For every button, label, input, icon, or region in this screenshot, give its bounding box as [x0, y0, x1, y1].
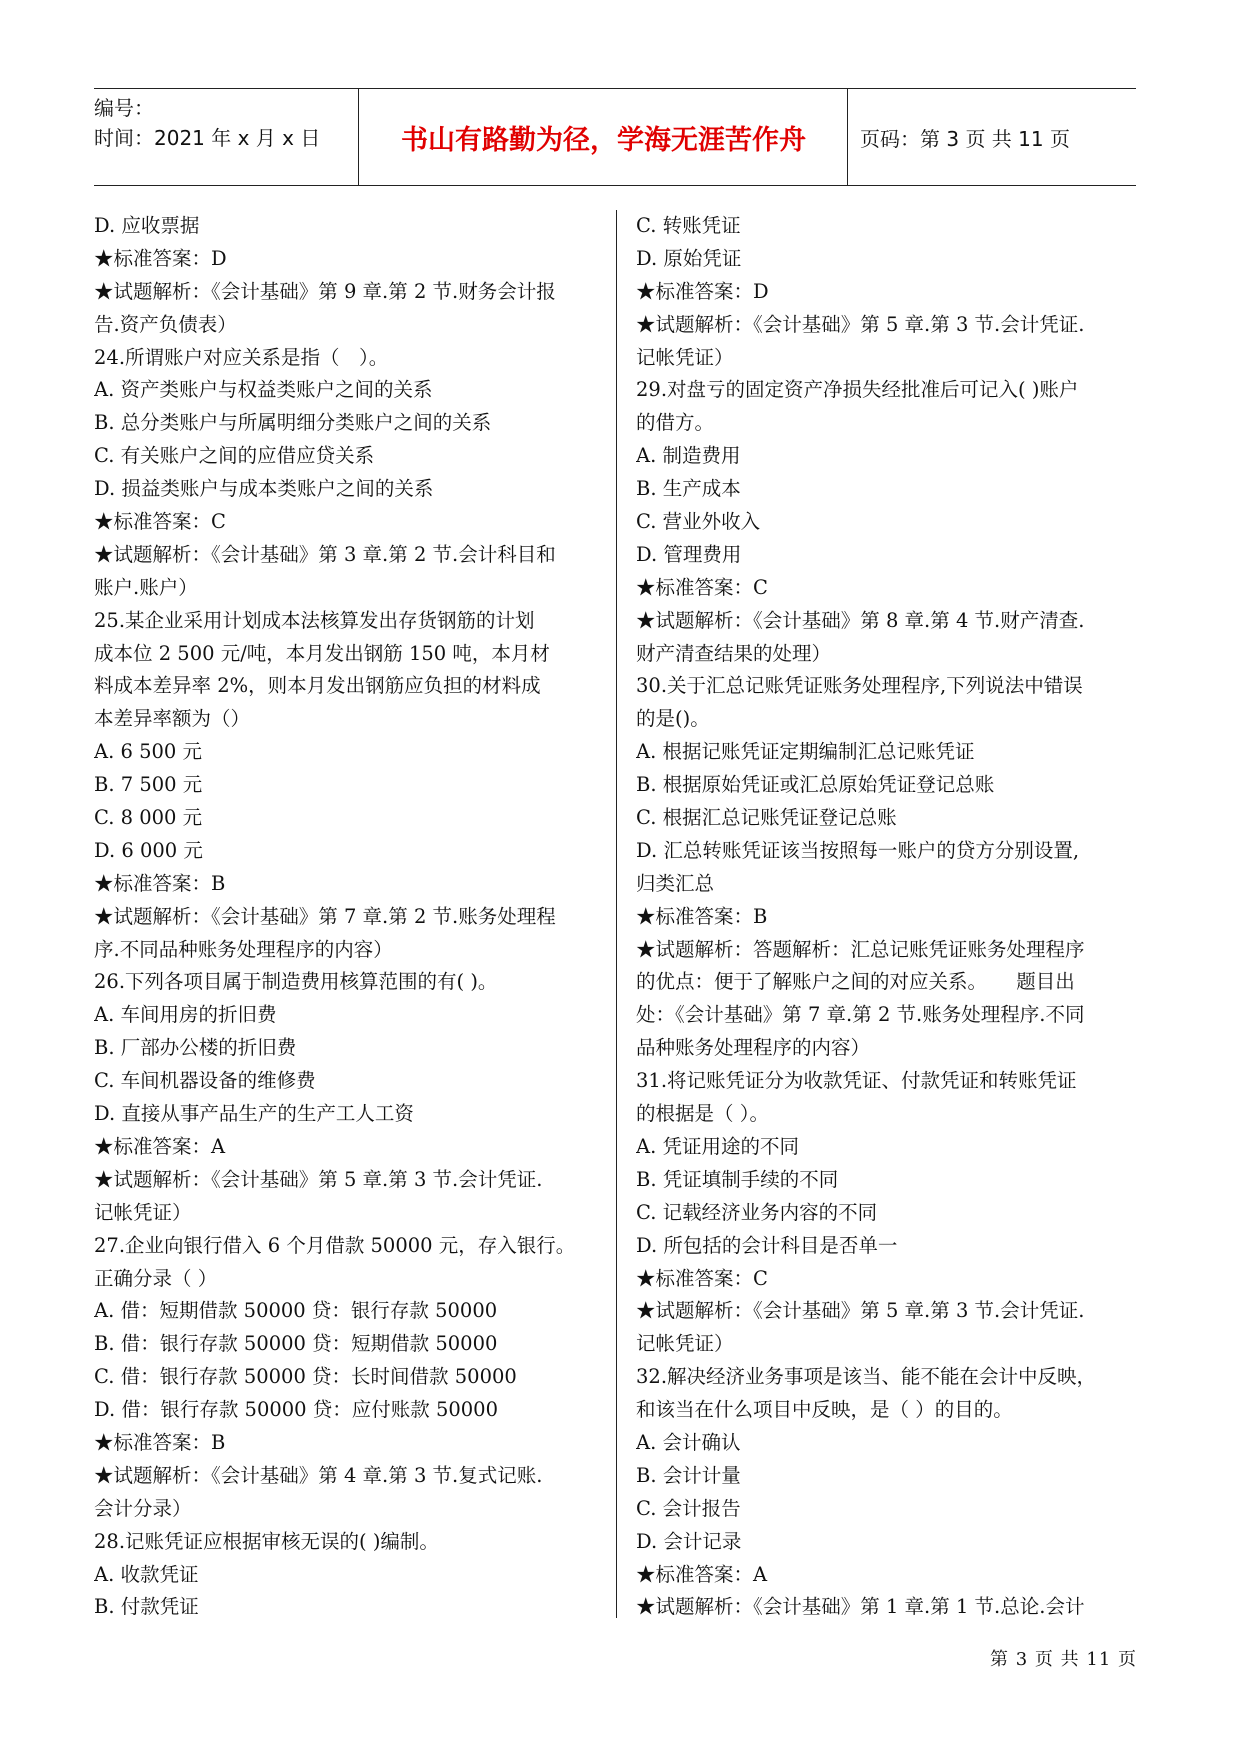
text-line: 序.不同品种账务处理程序的内容）	[94, 937, 393, 961]
text-line: ★标准答案：A	[636, 1562, 768, 1586]
text-line: C. 有关账户之间的应借应贷关系	[94, 444, 375, 468]
text-line: 31.将记账凭证分为收款凭证、付款凭证和转账凭证	[636, 1069, 1077, 1093]
text-line: 记帐凭证）	[94, 1200, 192, 1224]
text-line: B. 根据原始凭证或汇总原始凭证登记总账	[636, 773, 995, 797]
text-line: B. 借：银行存款 50000 贷：短期借款 50000	[94, 1332, 498, 1356]
text-line: 处：《会计基础》第 7 章.第 2 节.账务处理程序.不同	[636, 1003, 1085, 1027]
text-line: 记帐凭证）	[636, 345, 734, 369]
text-line: 归类汇总	[636, 871, 715, 895]
text-line: D. 原始凭证	[636, 246, 742, 270]
text-line: A. 会计确认	[636, 1430, 741, 1454]
text-line: C. 会计报告	[636, 1496, 741, 1520]
text-line: ★标准答案：B	[636, 904, 768, 928]
text-line: B. 会计计量	[636, 1463, 741, 1487]
text-line: 的根据是（ ）。	[636, 1102, 769, 1126]
text-line: ★标准答案：C	[636, 1266, 768, 1290]
text-line: 记帐凭证）	[636, 1332, 734, 1356]
header-motto: 书山有路勤为径，学海无涯苦作舟	[360, 89, 848, 185]
text-line: C. 根据汇总记账凭证登记总账	[636, 806, 897, 830]
text-line: ★试题解析：《会计基础》第 7 章.第 2 节.账务处理程	[94, 904, 556, 928]
text-line: A. 凭证用途的不同	[636, 1134, 799, 1158]
text-line: 的是()。	[636, 707, 710, 731]
text-line: ★标准答案：D	[94, 246, 227, 270]
text-line: 和该当在什么项目中反映，是（ ）的目的。	[636, 1398, 1013, 1422]
text-line: ★标准答案：D	[636, 279, 769, 303]
text-line: 本差异率额为（）	[94, 707, 251, 731]
text-line: C. 营业外收入	[636, 510, 761, 534]
text-line: ★试题解析：《会计基础》第 5 章.第 3 节.会计凭证.	[94, 1167, 543, 1191]
text-line: D. 会计记录	[636, 1529, 742, 1553]
text-line: C. 转账凭证	[636, 214, 741, 237]
text-line: A. 制造费用	[636, 444, 741, 468]
number-label: 编号：	[94, 96, 154, 120]
text-line: D. 直接从事产品生产的生产工人工资	[94, 1102, 414, 1126]
time-label: 时间：2021 年 x 月 x 日	[94, 126, 321, 150]
text-line: D. 6 000 元	[94, 838, 203, 862]
text-line: 29.对盘亏的固定资产净损失经批准后可记入( )账户	[636, 378, 1079, 402]
text-line: D. 应收票据	[94, 214, 200, 237]
text-line: 24.所谓账户对应关系是指（ ）。	[94, 345, 389, 369]
text-line: ★标准答案：A	[94, 1134, 226, 1158]
text-line: 的优点：便于了解账户之间的对应关系。 题目出	[636, 970, 1075, 994]
text-line: D. 管理费用	[636, 542, 742, 566]
text-line: ★标准答案：C	[636, 575, 768, 599]
text-line: ★试题解析：《会计基础》第 3 章.第 2 节.会计科目和	[94, 542, 556, 566]
text-line: 25.某企业采用计划成本法核算发出存货钢筋的计划	[94, 608, 535, 632]
text-line: A. 根据记账凭证定期编制汇总记账凭证	[636, 740, 975, 764]
text-line: ★标准答案：C	[94, 510, 226, 534]
page-footer: 第 3 页 共 11 页	[990, 1649, 1137, 1670]
text-line: A. 6 500 元	[94, 740, 203, 764]
text-line: 告.资产负债表）	[94, 312, 237, 336]
text-line: C. 记载经济业务内容的不同	[636, 1200, 878, 1224]
text-line: B. 付款凭证	[94, 1595, 199, 1619]
text-line: ★试题解析：《会计基础》第 8 章.第 4 节.财产清查.	[636, 608, 1085, 632]
text-line: 会计分录）	[94, 1496, 192, 1520]
text-line: 28.记账凭证应根据审核无误的( )编制。	[94, 1529, 439, 1553]
header-meta	[94, 89, 359, 185]
text-line: B. 生产成本	[636, 477, 741, 501]
text-line: D. 损益类账户与成本类账户之间的关系	[94, 477, 434, 501]
text-line: B. 厂部办公楼的折旧费	[94, 1036, 297, 1060]
page-header	[94, 88, 1136, 186]
text-line: A. 车间用房的折旧费	[94, 1003, 277, 1027]
text-line: D. 所包括的会计科目是否单一	[636, 1233, 898, 1257]
text-line: D. 汇总转账凭证该当按照每一账户的贷方分别设置,	[636, 838, 1080, 862]
text-line: ★试题解析：《会计基础》第 1 章.第 1 节.总论.会计	[636, 1595, 1085, 1619]
column-divider	[616, 210, 617, 1618]
header-page-label: 页码：第 3 页 共 11 页	[860, 126, 1070, 151]
text-line: A. 收款凭证	[94, 1562, 199, 1586]
text-line: ★试题解析：《会计基础》第 9 章.第 2 节.财务会计报	[94, 279, 556, 303]
text-line: 27.企业向银行借入 6 个月借款 50000 元，存入银行。	[94, 1233, 576, 1257]
text-line: A. 资产类账户与权益类账户之间的关系	[94, 378, 433, 402]
text-line: 的借方。	[636, 411, 715, 435]
text-line: 正确分录（ ）	[94, 1266, 218, 1290]
text-line: C. 8 000 元	[94, 806, 203, 830]
text-line: ★试题解析：答题解析：汇总记账凭证账务处理程序	[636, 937, 1085, 961]
text-line: 财产清查结果的处理）	[636, 641, 832, 665]
text-line: 账户.账户）	[94, 575, 198, 599]
text-line: 30.关于汇总记账凭证账务处理程序,下列说法中错误	[636, 674, 1083, 698]
text-line: B. 凭证填制手续的不同	[636, 1167, 839, 1191]
text-line: D. 借：银行存款 50000 贷：应付账款 50000	[94, 1398, 498, 1422]
text-line: 料成本差异率 2%，则本月发出钢筋应负担的材料成	[94, 674, 541, 698]
text-line: B. 总分类账户与所属明细分类账户之间的关系	[94, 411, 492, 435]
text-line: ★试题解析：《会计基础》第 5 章.第 3 节.会计凭证.	[636, 1299, 1085, 1323]
text-line: 成本位 2 500 元/吨，本月发出钢筋 150 吨，本月材	[94, 641, 550, 665]
left-column	[94, 210, 604, 1624]
text-line: 32.解决经济业务事项是该当、能不能在会计中反映，	[636, 1365, 1097, 1389]
text-line: ★标准答案：B	[94, 1430, 226, 1454]
text-line: 品种账务处理程序的内容）	[636, 1036, 871, 1060]
text-line: B. 7 500 元	[94, 773, 203, 797]
text-line: ★试题解析：《会计基础》第 5 章.第 3 节.会计凭证.	[636, 312, 1085, 336]
text-line: ★试题解析：《会计基础》第 4 章.第 3 节.复式记账.	[94, 1463, 543, 1487]
text-line: ★标准答案：B	[94, 871, 226, 895]
text-line: C. 车间机器设备的维修费	[94, 1069, 316, 1093]
text-line: 26.下列各项目属于制造费用核算范围的有( )。	[94, 970, 498, 994]
text-line: A. 借：短期借款 50000 贷：银行存款 50000	[94, 1299, 498, 1323]
text-line: C. 借：银行存款 50000 贷：长时间借款 50000	[94, 1365, 517, 1389]
right-column	[636, 210, 1142, 1624]
